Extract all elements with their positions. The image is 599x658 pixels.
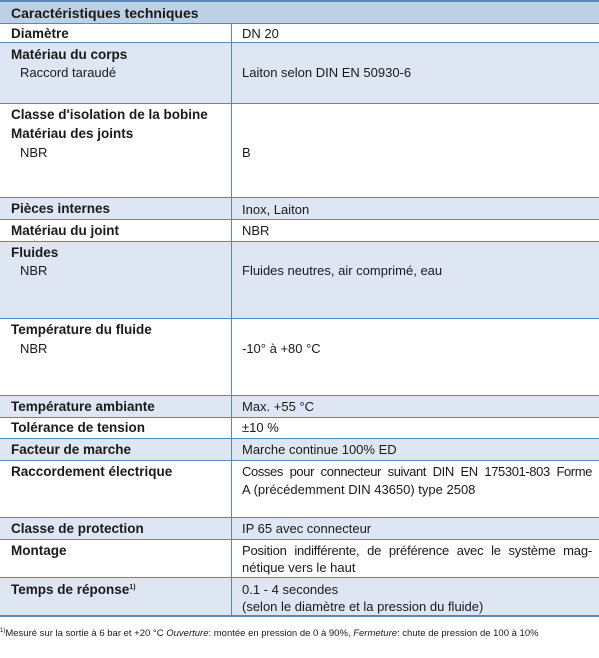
table-row: [0, 461, 599, 518]
column-divider: [231, 24, 232, 617]
row-value: NBR: [242, 223, 270, 238]
row-value: B: [242, 145, 251, 160]
table-row: [0, 518, 599, 540]
footnote-text: : chute de pression de 100 à 10%: [397, 628, 539, 639]
row-value: Position indifférente, de préférence avec le système mag-: [242, 543, 592, 558]
row-value: Laiton selon DIN EN 50930-6: [242, 65, 412, 80]
table-row: [0, 540, 599, 578]
row-label: Matériau du corps: [11, 47, 128, 62]
row-value: -10° à +80 °C: [242, 341, 321, 356]
row-sublabel: NBR: [20, 263, 48, 278]
table-row: [0, 43, 599, 104]
table-header: [0, 0, 599, 24]
row-label: Diamètre: [11, 26, 69, 41]
row-value: DN 20: [242, 26, 279, 41]
row-sublabel: Raccord taraudé: [20, 65, 117, 80]
row-label: Fluides: [11, 245, 59, 260]
row-sublabel: NBR: [20, 341, 48, 356]
row-label: Classe d'isolation de la bobine: [11, 107, 208, 122]
footnote-marker: 1): [0, 628, 6, 634]
row-label: Montage: [11, 543, 67, 558]
row-label-secondary: Matériau des joints: [11, 126, 134, 141]
row-value: IP 65 avec connecteur: [242, 521, 372, 536]
table-row: [0, 396, 599, 418]
table-row: [0, 319, 599, 396]
row-sublabel: NBR: [20, 145, 48, 160]
row-label: Température du fluide: [11, 322, 152, 337]
row-label: Température ambiante: [11, 399, 155, 414]
row-label: Facteur de marche: [11, 442, 132, 457]
row-value: Inox, Laiton: [242, 202, 310, 217]
table-row: [0, 418, 599, 439]
footnote-label-close: Fermeture: [353, 628, 398, 639]
row-label: Matériau du joint: [11, 223, 119, 238]
table-row: [0, 220, 599, 242]
table-row: [0, 198, 599, 220]
row-value: 0.1 - 4 secondes: [242, 582, 339, 597]
footnote-label-open: Ouverture: [166, 628, 209, 639]
row-value: Cosses pour connecteur suivant DIN EN 175301-803 Forme: [242, 464, 592, 479]
footnote-marker: 1): [129, 584, 136, 591]
table-row: [0, 578, 599, 617]
row-value: Fluides neutres, air comprimé, eau: [242, 263, 443, 278]
row-label: Temps de réponse$^{1)}$: [11, 582, 136, 597]
footnote-text: : montée en pression de 0 à 90%,: [208, 628, 354, 639]
table-row: [0, 104, 599, 198]
row-label: Raccordement électrique: [11, 464, 173, 479]
table-row: [0, 242, 599, 319]
row-value: ±10 %: [242, 420, 279, 435]
table-row: [0, 24, 599, 43]
row-value-continued: nétique vers le haut: [242, 560, 356, 575]
row-value-continued: A (précédemment DIN 43650) type 2508: [242, 482, 476, 497]
row-label: Tolérance de tension: [11, 420, 146, 435]
table-row: [0, 439, 599, 461]
row-value: Marche continue 100% ED: [242, 442, 397, 457]
table-title: Caractéristiques techniques: [11, 5, 199, 21]
row-label: Pièces internes: [11, 201, 111, 216]
row-label: Classe de protection: [11, 521, 144, 536]
row-value: Max. +55 °C: [242, 399, 315, 414]
row-value-continued: (selon le diamètre et la pression du fluide): [242, 599, 484, 614]
footnote: [0, 624, 596, 641]
footnote-text: Mesuré sur la sortie à 6 bar et +20 °C: [5, 628, 167, 639]
